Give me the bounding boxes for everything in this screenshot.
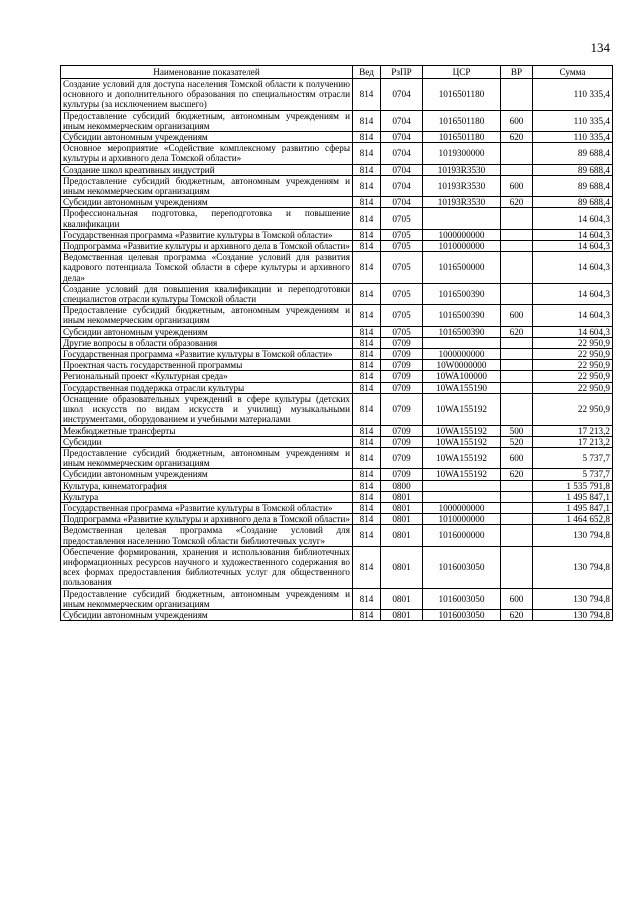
row-name-cell: Государственная программа «Развитие культуры в Томской области» [61,349,353,360]
row-sum-cell: 130 794,8 [533,588,613,609]
row-sum-cell: 17 213,2 [533,436,613,447]
table-row [61,208,613,229]
row-ved-cell: 814 [353,164,381,175]
row-ved-cell: 814 [353,480,381,491]
table-row [61,382,613,393]
row-csr-cell [423,337,501,348]
row-ved-cell: 814 [353,502,381,513]
row-ved-cell: 814 [353,208,381,229]
row-sum-cell: 17 213,2 [533,425,613,436]
row-name-cell: Создание школ креативных индустрий [61,164,353,175]
row-rzpr-cell: 0705 [381,241,423,252]
row-rzpr-cell: 0705 [381,208,423,229]
row-ved-cell: 814 [353,197,381,208]
row-rzpr-cell: 0704 [381,175,423,196]
table-row [61,349,613,360]
row-ved-cell: 814 [353,132,381,143]
row-ved-cell: 814 [353,79,381,111]
row-sum-cell: 130 794,8 [533,546,613,588]
header-rzpr: РзПР [381,66,423,79]
row-csr-cell: 1010000000 [423,514,501,525]
row-csr-cell [423,491,501,502]
row-ved-cell: 814 [353,371,381,382]
row-sum-cell: 22 950,9 [533,337,613,348]
row-rzpr-cell: 0801 [381,546,423,588]
row-sum-cell: 14 604,3 [533,208,613,229]
row-name-cell: Предоставление субсидий бюджетным, автономным учреждениям и иным некоммерческим организациям [61,175,353,196]
row-vr-cell [501,491,533,502]
row-rzpr-cell: 0709 [381,382,423,393]
row-ved-cell: 814 [353,393,381,425]
budget-table [60,65,613,621]
row-ved-cell: 814 [353,326,381,337]
row-name-cell: Государственная программа «Развитие культуры в Томской области» [61,229,353,240]
row-rzpr-cell: 0704 [381,197,423,208]
row-rzpr-cell: 0704 [381,79,423,111]
row-csr-cell: 10WA155190 [423,382,501,393]
row-name-cell: Межбюджетные трансферты [61,425,353,436]
table-row [61,546,613,588]
table-row [61,229,613,240]
row-rzpr-cell: 0704 [381,143,423,164]
page-number: 134 [590,40,610,55]
row-name-cell: Государственная программа «Развитие культуры в Томской области» [61,502,353,513]
row-ved-cell: 814 [353,241,381,252]
row-name-cell: Субсидии автономным учреждениям [61,132,353,143]
row-vr-cell [501,349,533,360]
row-vr-cell: 620 [501,609,533,620]
row-csr-cell: 1000000000 [423,502,501,513]
table-row [61,360,613,371]
row-vr-cell [501,514,533,525]
row-rzpr-cell: 0709 [381,393,423,425]
row-ved-cell: 814 [353,229,381,240]
row-csr-cell: 1016500390 [423,326,501,337]
row-csr-cell: 10WA100000 [423,371,501,382]
row-name-cell: Основное мероприятие «Содействие комплексному развитию сферы культуры и архивного дела Томской области» [61,143,353,164]
row-vr-cell: 500 [501,425,533,436]
row-csr-cell: 1016501180 [423,110,501,131]
row-ved-cell: 814 [353,469,381,480]
row-csr-cell: 10WA155192 [423,447,501,468]
row-csr-cell: 10WA155192 [423,436,501,447]
row-vr-cell [501,546,533,588]
row-vr-cell [501,393,533,425]
row-rzpr-cell: 0709 [381,436,423,447]
row-vr-cell [501,525,533,546]
row-rzpr-cell: 0704 [381,132,423,143]
row-sum-cell: 5 737,7 [533,469,613,480]
row-name-cell: Субсидии автономным учреждениям [61,609,353,620]
row-csr-cell: 1016500390 [423,305,501,326]
row-rzpr-cell: 0709 [381,337,423,348]
row-rzpr-cell: 0801 [381,609,423,620]
row-sum-cell: 130 794,8 [533,525,613,546]
row-ved-cell: 814 [353,609,381,620]
table-row [61,436,613,447]
row-vr-cell [501,241,533,252]
row-vr-cell: 520 [501,436,533,447]
row-rzpr-cell: 0709 [381,349,423,360]
row-sum-cell: 22 950,9 [533,360,613,371]
row-sum-cell: 5 737,7 [533,447,613,468]
row-rzpr-cell: 0704 [381,164,423,175]
row-rzpr-cell: 0705 [381,229,423,240]
row-name-cell: Предоставление субсидий бюджетным, автономным учреждениям и иным некоммерческим организациям [61,110,353,131]
row-name-cell: Ведомственная целевая программа «Создание условий для предоставления населению Томской области библиотечных услуг» [61,525,353,546]
table-row [61,480,613,491]
row-name-cell: Субсидии автономным учреждениям [61,197,353,208]
row-vr-cell [501,79,533,111]
row-csr-cell: 1016003050 [423,546,501,588]
row-sum-cell: 22 950,9 [533,382,613,393]
row-sum-cell: 14 604,3 [533,229,613,240]
row-csr-cell: 1019300000 [423,143,501,164]
row-csr-cell: 1000000000 [423,349,501,360]
row-rzpr-cell: 0705 [381,305,423,326]
row-rzpr-cell: 0800 [381,480,423,491]
header-ved: Вед [353,66,381,79]
row-vr-cell [501,164,533,175]
row-name-cell: Предоставление субсидий бюджетным, автономным учреждениям и иным некоммерческим организациям [61,305,353,326]
row-name-cell: Подпрограмма «Развитие культуры и архивного дела в Томской области» [61,514,353,525]
row-rzpr-cell: 0709 [381,425,423,436]
table-row [61,283,613,304]
row-ved-cell: 814 [353,447,381,468]
row-csr-cell: 1016000000 [423,525,501,546]
row-vr-cell: 620 [501,132,533,143]
row-sum-cell: 89 688,4 [533,175,613,196]
row-name-cell: Региональный проект «Культурная среда» [61,371,353,382]
row-csr-cell: 1016501180 [423,79,501,111]
row-csr-cell: 10193R3530 [423,197,501,208]
row-name-cell: Подпрограмма «Развитие культуры и архивного дела в Томской области» [61,241,353,252]
table-row [61,241,613,252]
row-csr-cell: 10W0000000 [423,360,501,371]
table-row [61,175,613,196]
row-rzpr-cell: 0704 [381,110,423,131]
row-sum-cell: 110 335,4 [533,79,613,111]
row-ved-cell: 814 [353,175,381,196]
table-row [61,393,613,425]
row-vr-cell: 600 [501,588,533,609]
header-vr: ВР [501,66,533,79]
row-vr-cell: 620 [501,469,533,480]
row-rzpr-cell: 0801 [381,502,423,513]
table-row [61,79,613,111]
row-vr-cell: 620 [501,197,533,208]
row-sum-cell: 89 688,4 [533,143,613,164]
row-sum-cell: 14 604,3 [533,252,613,284]
row-name-cell: Обеспечение формирования, хранения и использования библиотечных информационных ресурсов научного и художественного содержания во всех формах предоставления библиотечных услуг для общественного пользования [61,546,353,588]
row-name-cell: Профессиональная подготовка, переподготовка и повышение квалификации [61,208,353,229]
header-csr: ЦСР [423,66,501,79]
row-vr-cell: 620 [501,326,533,337]
row-csr-cell: 1016500000 [423,252,501,284]
row-rzpr-cell: 0705 [381,326,423,337]
row-sum-cell: 1 535 791,8 [533,480,613,491]
row-ved-cell: 814 [353,252,381,284]
row-name-cell: Культура, кинематография [61,480,353,491]
row-csr-cell [423,208,501,229]
row-vr-cell [501,252,533,284]
table-row [61,143,613,164]
table-row [61,110,613,131]
row-vr-cell [501,337,533,348]
row-ved-cell: 814 [353,491,381,502]
row-vr-cell [501,208,533,229]
row-vr-cell [501,502,533,513]
row-ved-cell: 814 [353,425,381,436]
table-row [61,514,613,525]
row-csr-cell: 1010000000 [423,241,501,252]
row-sum-cell: 1 495 847,1 [533,502,613,513]
row-sum-cell: 110 335,4 [533,110,613,131]
row-name-cell: Предоставление субсидий бюджетным, автономным учреждениям и иным некоммерческим организациям [61,447,353,468]
row-name-cell: Субсидии [61,436,353,447]
row-sum-cell: 14 604,3 [533,283,613,304]
row-vr-cell [501,283,533,304]
row-sum-cell: 130 794,8 [533,609,613,620]
row-rzpr-cell: 0801 [381,525,423,546]
table-row [61,252,613,284]
row-sum-cell: 89 688,4 [533,197,613,208]
row-name-cell: Другие вопросы в области образования [61,337,353,348]
row-rzpr-cell: 0801 [381,491,423,502]
row-rzpr-cell: 0801 [381,514,423,525]
row-vr-cell [501,382,533,393]
row-vr-cell: 600 [501,175,533,196]
row-sum-cell: 89 688,4 [533,164,613,175]
row-ved-cell: 814 [353,337,381,348]
row-sum-cell: 1 464 652,8 [533,514,613,525]
row-sum-cell: 14 604,3 [533,241,613,252]
table-row [61,502,613,513]
table-header-row [61,66,613,79]
row-csr-cell: 10193R3530 [423,175,501,196]
row-vr-cell: 600 [501,110,533,131]
table-row [61,197,613,208]
row-sum-cell: 22 950,9 [533,349,613,360]
row-name-cell: Культура [61,491,353,502]
row-name-cell: Предоставление субсидий бюджетным, автономным учреждениям и иным некоммерческим организациям [61,588,353,609]
table-row [61,164,613,175]
row-ved-cell: 814 [353,143,381,164]
row-vr-cell [501,480,533,491]
row-vr-cell [501,143,533,164]
row-ved-cell: 814 [353,514,381,525]
row-name-cell: Государственная поддержка отрасли культуры [61,382,353,393]
row-rzpr-cell: 0709 [381,360,423,371]
row-csr-cell: 1016500390 [423,283,501,304]
row-rzpr-cell: 0709 [381,469,423,480]
row-name-cell: Ведомственная целевая программа «Создание условий для развития кадрового потенциала Томской области в сфере культуры и архивного дела» [61,252,353,284]
row-ved-cell: 814 [353,360,381,371]
row-ved-cell: 814 [353,305,381,326]
row-csr-cell: 1016003050 [423,588,501,609]
row-ved-cell: 814 [353,110,381,131]
row-sum-cell: 22 950,9 [533,371,613,382]
row-sum-cell: 22 950,9 [533,393,613,425]
row-csr-cell: 1000000000 [423,229,501,240]
row-ved-cell: 814 [353,588,381,609]
row-name-cell: Создание условий для доступа населения Томской области к получению основного и дополнительного образования по специальностям отрасли культуры (за исключением высшего) [61,79,353,111]
row-vr-cell: 600 [501,305,533,326]
table-row [61,525,613,546]
row-csr-cell: 10193R3530 [423,164,501,175]
row-csr-cell: 10WA155192 [423,393,501,425]
row-rzpr-cell: 0709 [381,371,423,382]
row-name-cell: Субсидии автономным учреждениям [61,469,353,480]
row-sum-cell: 110 335,4 [533,132,613,143]
table-row [61,337,613,348]
row-vr-cell: 600 [501,447,533,468]
row-ved-cell: 814 [353,436,381,447]
row-ved-cell: 814 [353,382,381,393]
table-body [61,79,613,621]
row-ved-cell: 814 [353,546,381,588]
table-row [61,609,613,620]
row-csr-cell: 10WA155192 [423,425,501,436]
row-csr-cell [423,480,501,491]
row-vr-cell [501,371,533,382]
header-name: Наименование показателей [61,66,353,79]
table-row [61,588,613,609]
row-csr-cell: 1016501180 [423,132,501,143]
table-row [61,326,613,337]
row-ved-cell: 814 [353,283,381,304]
row-vr-cell [501,360,533,371]
row-sum-cell: 14 604,3 [533,305,613,326]
row-sum-cell: 14 604,3 [533,326,613,337]
row-csr-cell: 1016003050 [423,609,501,620]
table-row [61,305,613,326]
row-csr-cell: 10WA155192 [423,469,501,480]
table-row [61,447,613,468]
table-row [61,469,613,480]
row-rzpr-cell: 0801 [381,588,423,609]
row-ved-cell: 814 [353,525,381,546]
table-row [61,491,613,502]
row-sum-cell: 1 495 847,1 [533,491,613,502]
table-row [61,425,613,436]
row-rzpr-cell: 0705 [381,283,423,304]
row-name-cell: Проектная часть государственной программы [61,360,353,371]
table-row [61,132,613,143]
header-sum: Сумма [533,66,613,79]
row-name-cell: Субсидии автономным учреждениям [61,326,353,337]
row-rzpr-cell: 0709 [381,447,423,468]
table-row [61,371,613,382]
row-rzpr-cell: 0705 [381,252,423,284]
row-ved-cell: 814 [353,349,381,360]
row-name-cell: Оснащение образовательных учреждений в сфере культуры (детских школ искусств по видам искусств и училищ) музыкальными инструментами, оборудованием и учебными материалами [61,393,353,425]
row-vr-cell [501,229,533,240]
row-name-cell: Создание условий для повышения квалификации и переподготовки специалистов отрасли культуры Томской области [61,283,353,304]
